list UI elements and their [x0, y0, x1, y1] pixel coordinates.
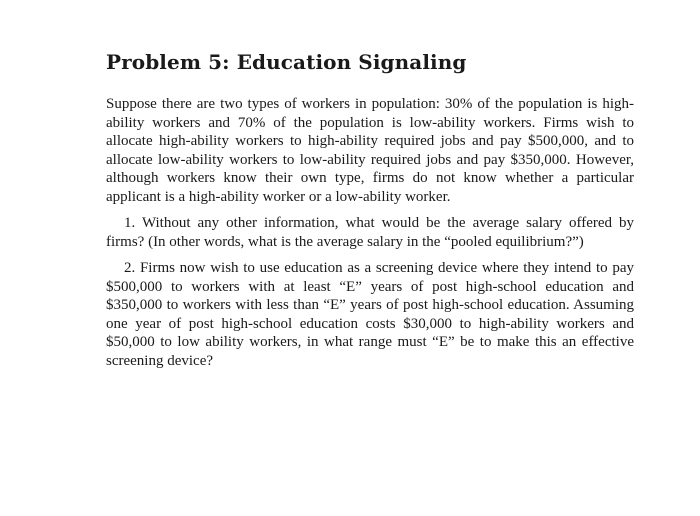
problem-intro-paragraph: Suppose there are two types of workers in population: 30% of the population is high-ability workers and 70% of the population is low-ability workers. Firms wish to allocate high-ability workers to high-ability required jobs and pay $500,000, and to allocate low-ability workers to low-ability required jobs and pay $350,000. However, although workers know their own type, firms do not know whether a particular applicant is a high-ability worker or a low-ability worker. — [106, 96, 634, 205]
document-page — [106, 48, 634, 370]
problem-title: Problem 5: Education Signaling — [106, 50, 467, 74]
question-1: 1. Without any other information, what would be the average salary offered by firms? (In other words, what is the average salary in the “pooled equilibrium?”) — [106, 215, 634, 250]
question-2: 2. Firms now wish to use education as a screening device where they intend to pay $500,000 to workers with at least “E” years of post high-school education and $350,000 to workers with less than “E” years of post high-school education. Assuming one year of post high-school education costs $30,000 to high-ability workers and $50,000 to low ability workers, in what range must “E” be to make this an effective screening device? — [106, 260, 634, 369]
